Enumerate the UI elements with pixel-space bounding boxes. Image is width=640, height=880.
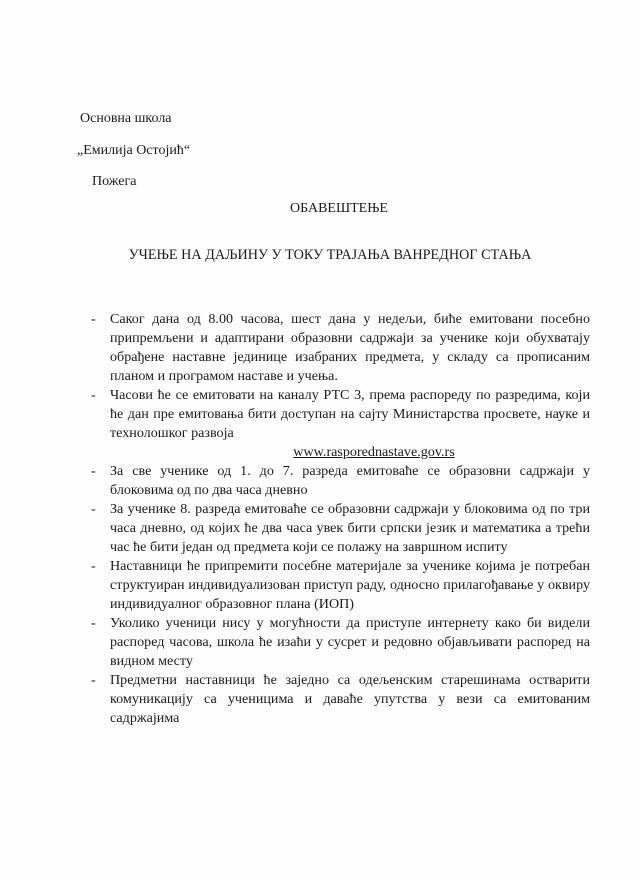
bullet-text: За ученике 8. разреда емитоваће се образовни садржаји у блоковима од по три часа дневно, од којих ће два часа увек бити српски језик и математика а трећи час ће бити један од предмета који се полажу на завршном испиту bbox=[110, 501, 590, 555]
bullet-item bbox=[90, 500, 590, 557]
bullet-text: За све ученике од 1. до 7. разреда емитоваће се образовни садржаји у блоковима од по два часа дневно bbox=[110, 463, 590, 498]
bullet-dash: - bbox=[91, 501, 96, 517]
bullet-item bbox=[90, 462, 590, 500]
bullet-dash: - bbox=[91, 311, 96, 327]
bullet-text: Наставници ће припремити посебне материјале за ученике којима је потребан структуиран индивидуализован приступ раду, односно прилагођавање у оквиру индивидуалног образовног плана (ИОП) bbox=[110, 558, 590, 612]
bullet-text: Предметни наставници ће заједно са одељенским старешинама остварити комуникацију са ученицима и даваће упутства у вези са емитованим садржајима bbox=[110, 672, 590, 726]
bullet-text: Саког дана од 8.00 часова, шест дана у недељи, биће емитовани посебно припремљени и адаптирани образовни садржаји за ученике који обухватају обрађене наставне јединице изабраних предмета, у складу са прописаним планом и програмом наставе и учења. bbox=[110, 311, 590, 384]
bullet-dash: - bbox=[91, 672, 96, 688]
bullet-dash: - bbox=[91, 387, 96, 403]
bullet-item bbox=[90, 310, 590, 386]
notice-bullet-list bbox=[90, 310, 590, 728]
bullet-item bbox=[90, 671, 590, 728]
bullet-text: Уколико ученици нису у могућности да приступе интернету како би видели распоред часова, школа ће изаћи у сусрет и редовно објављивати распоред на видном месту bbox=[110, 615, 590, 669]
notice-subject: УЧЕЊЕ НА ДАЉИНУ У ТОКУ ТРАЈАЊА ВАНРЕДНОГ СТАЊА bbox=[128, 247, 532, 263]
bullet-text: Часови ће се емитовати на каналу РТС 3, према распореду по разредима, који ће дан пре емитовања бити доступан на сајту Министарства просвете, науке и технолошког развоја bbox=[110, 387, 590, 441]
school-type: Основна школа bbox=[80, 111, 172, 126]
bullet-dash: - bbox=[91, 615, 96, 631]
bullet-dash: - bbox=[91, 463, 96, 479]
schedule-website-link[interactable]: www.rasporednastave.gov.rs bbox=[293, 444, 455, 460]
bullet-item bbox=[90, 557, 590, 614]
school-name: „Емилија Остојић“ bbox=[77, 143, 191, 158]
bullet-dash: - bbox=[91, 558, 96, 574]
bullet-item bbox=[90, 386, 590, 462]
bullet-item bbox=[90, 614, 590, 671]
notice-title: ОБАВЕШТЕЊЕ bbox=[290, 201, 388, 216]
school-city: Пожега bbox=[92, 174, 137, 189]
